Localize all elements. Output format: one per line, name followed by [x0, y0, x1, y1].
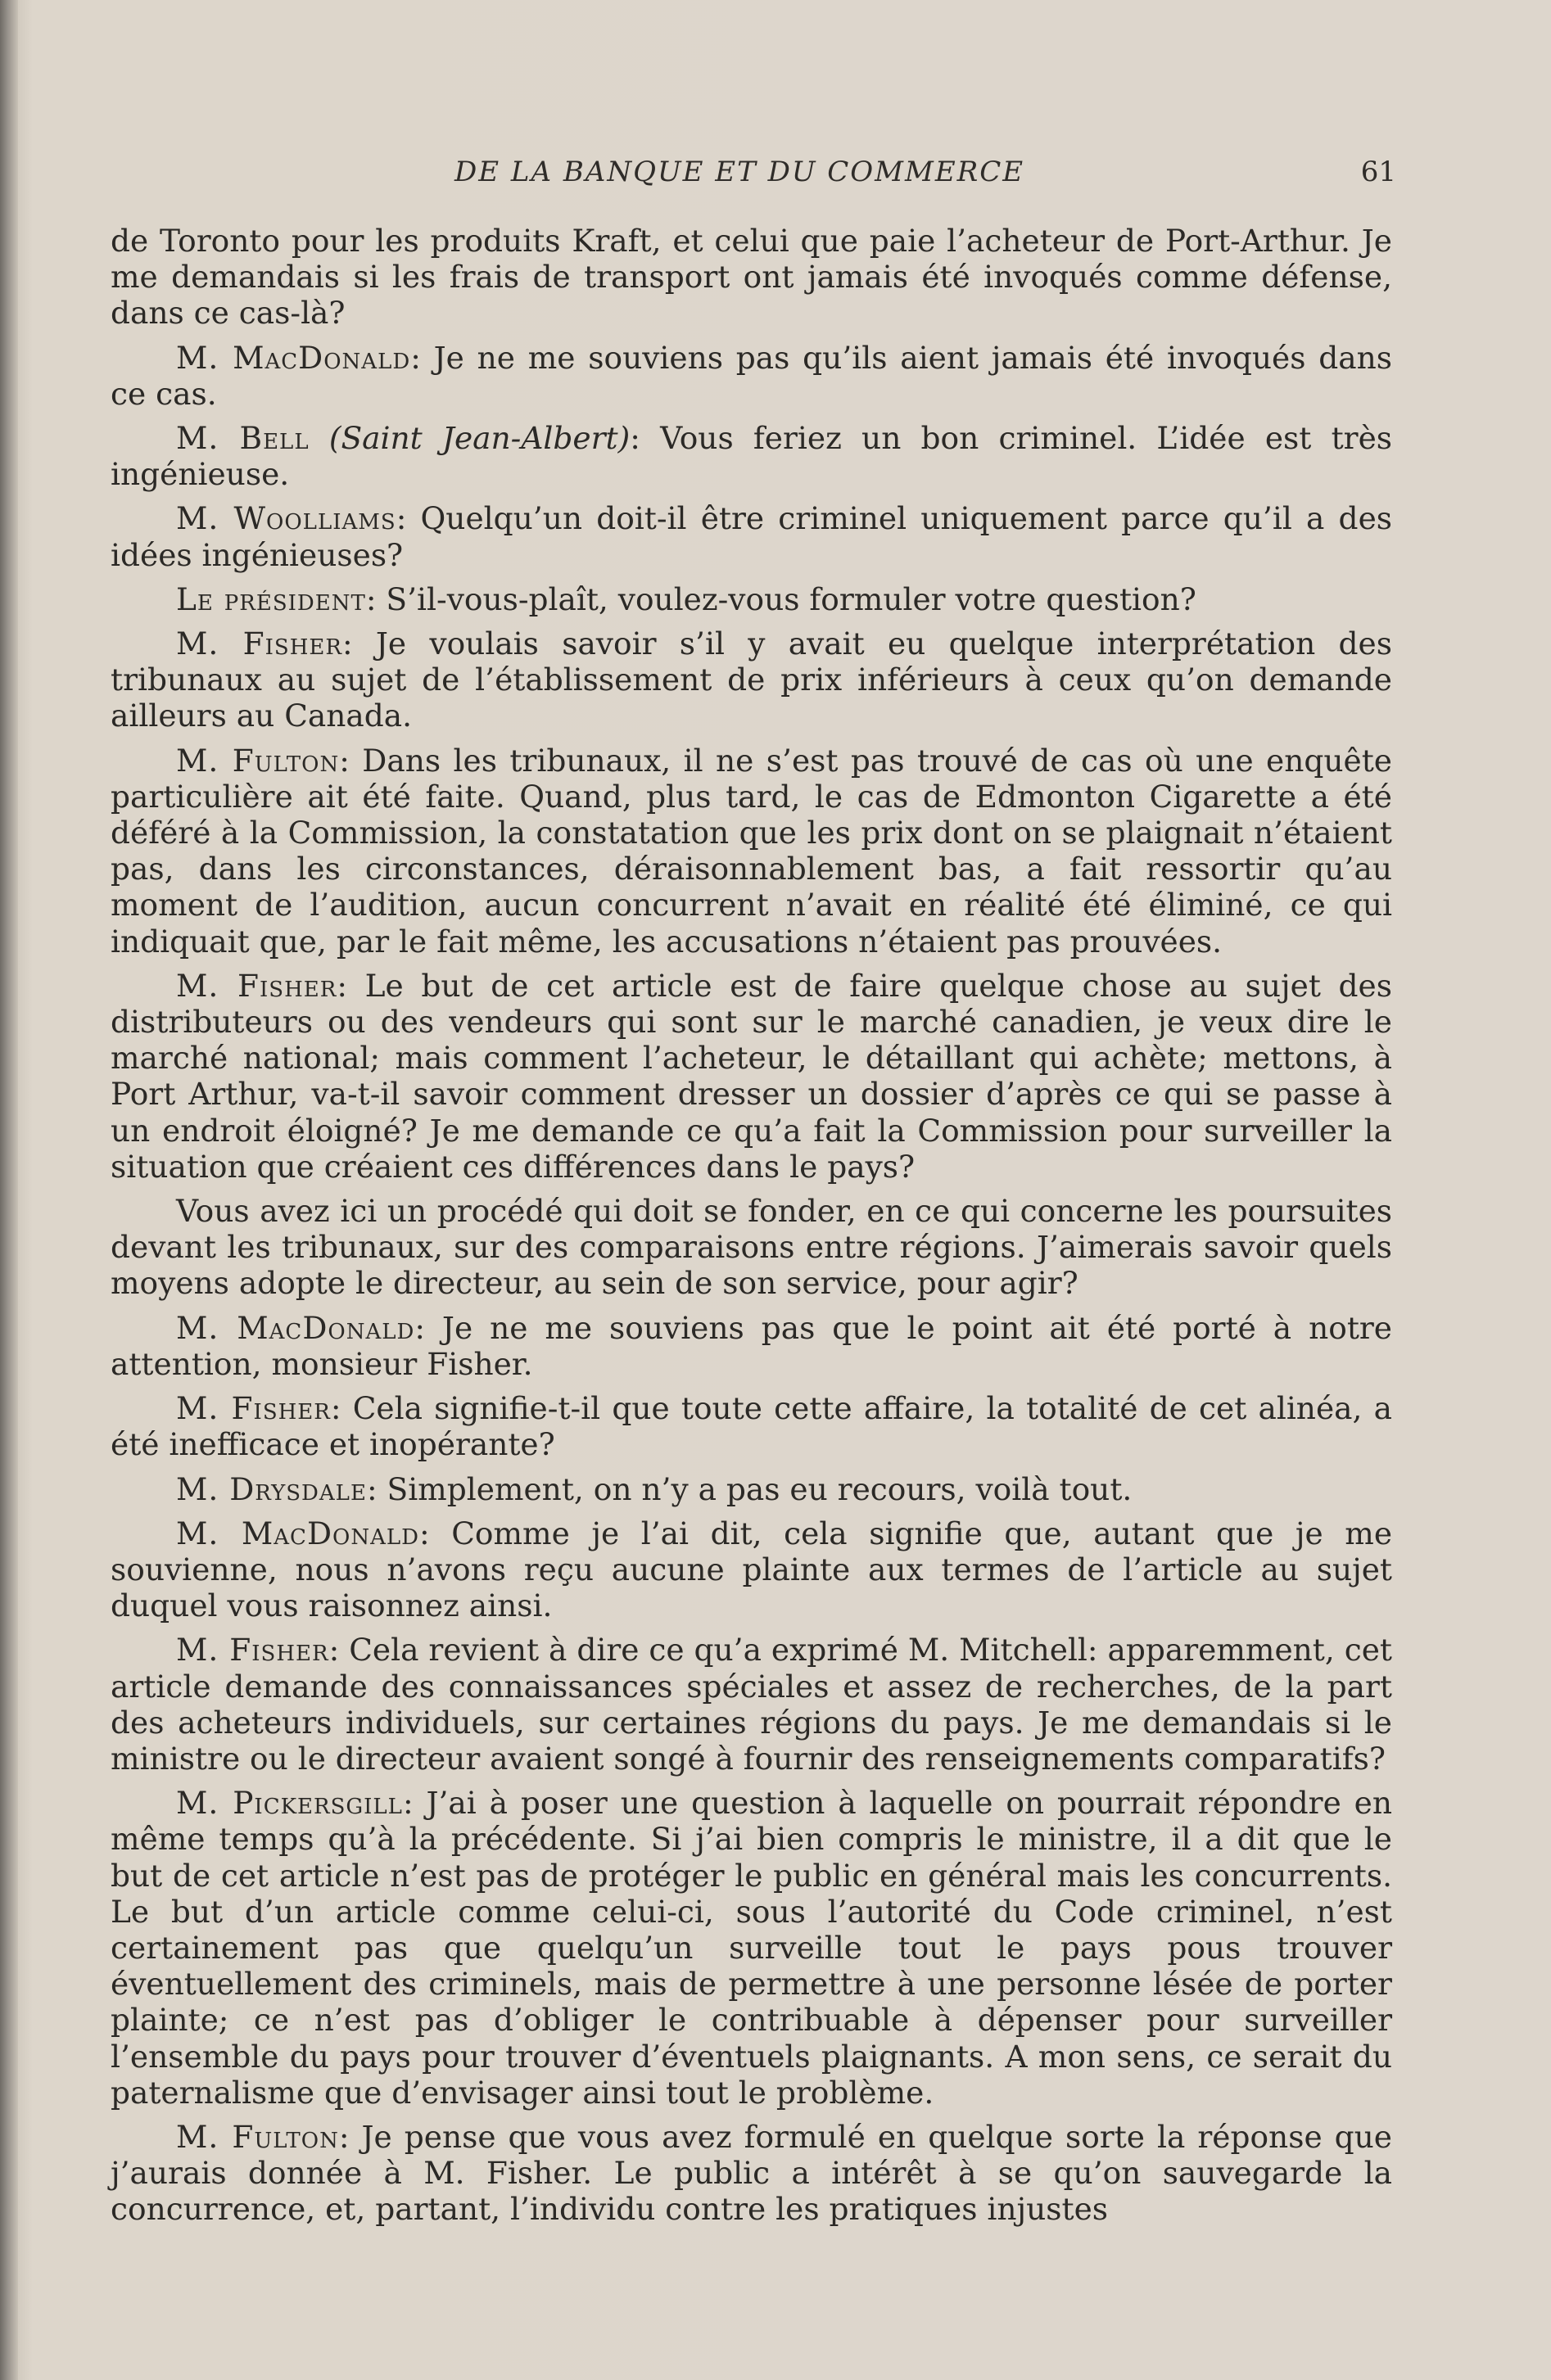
paragraph — [111, 1515, 1392, 1624]
paragraph — [111, 1785, 1392, 2111]
paragraph-text: Je ne me souviens pas que le point ait été porté à notre attention, monsieur Fisher. — [111, 1309, 1393, 1382]
paragraph-text: Cela revient à dire ce qu’a exprimé M. Mitchell: apparemment, cet article demande des connaissances spéciales et assez de recherches, de la part des acheteurs individuels, sur certaines régions du pays. Je me demandais si le ministre ou le directeur avaient songé à fournir des renseignements comparatifs? — [111, 1632, 1392, 1777]
book-spine-shadow — [0, 0, 18, 2380]
paragraph — [111, 625, 1392, 734]
speaker-separator: : — [339, 742, 350, 779]
paragraph — [111, 1193, 1392, 1302]
paragraph — [111, 968, 1392, 1185]
page-body — [111, 223, 1392, 2236]
paragraph — [111, 1632, 1392, 1777]
speaker-separator: : — [366, 1470, 378, 1507]
paragraph-text: Vous avez ici un procédé qui doit se fonder, en ce qui concerne les poursuites devant les tribunaux, sur des comparaisons entre régions. J’aimerais savoir quels moyens adopte le directeur, au sein de son service, pour agir? — [111, 1193, 1392, 1302]
speaker-name: M. Fisher — [176, 967, 337, 1004]
paragraph — [111, 420, 1392, 492]
speaker-separator: : — [328, 1632, 340, 1669]
paragraph — [111, 223, 1392, 332]
speaker-name: M. MacDonald — [176, 1309, 415, 1346]
paragraph-text: Cela signifie-t-il que toute cette affaire, la totalité de cet alinéa, a été inefficace et inopérante? — [111, 1390, 1392, 1463]
paragraph-text: Comme je l’ai dit, cela signifie que, autant que je me souvienne, nous n’avons reçu aucune plainte aux termes de l’article au sujet duquel vous raisonnez ainsi. — [111, 1515, 1393, 1624]
page-header — [111, 156, 1396, 188]
speaker-separator: : — [330, 1390, 341, 1427]
paragraph-text: Simplement, on n’y a pas eu recours, voilà tout. — [387, 1470, 1133, 1507]
speaker-name: M. MacDonald — [176, 1515, 419, 1551]
speaker-separator: : — [337, 967, 347, 1004]
speaker-separator: : — [365, 580, 377, 617]
speaker-separator: : — [410, 339, 421, 376]
paragraph-text: Quelqu’un doit-il être criminel uniquement parce qu’il a des idées ingénieuses? — [111, 500, 1393, 573]
paragraph-text: Le but de cet article est de faire quelque chose au sujet des distributeurs ou des vendeurs qui sont sur le marché canadien, je veux dire le marché national; mais comment l’acheteur, le détaillant qui achète; mettons, à Port Arthur, va-t-il savoir comment dresser un dossier d’après ce qui se passe à un endroit éloigné? Je me demande ce qu’a fait la Commission pour surveiller la situation que créaient ces différences dans le pays? — [111, 967, 1392, 1185]
speaker-name: M. Fisher — [176, 1390, 331, 1427]
speaker-separator: : — [338, 2118, 350, 2155]
paragraph — [111, 340, 1392, 412]
running-title: DE LA BANQUE ET DU COMMERCE — [454, 156, 1025, 188]
paragraph — [111, 2119, 1392, 2228]
speaker-separator: : — [418, 1515, 430, 1551]
paragraph-text: de Toronto pour les produits Kraft, et celui que paie l’acheteur de Port-Arthur. Je me demandais si les frais de transport ont jamais été invoqués comme défense, dans ce cas-là? — [111, 223, 1392, 332]
paragraph-text: Je voulais savoir s’il y avait eu quelque interprétation des tribunaux au sujet de l’établissement de prix inférieurs à ceux qu’on demande ailleurs au Canada. — [111, 625, 1392, 734]
paragraph-text: Je pense que vous avez formulé en quelque sorte la réponse que j’aurais donnée à M. Fisher. Le public a intérêt à se qu’on sauvegarde la concurrence, et, partant, l’individu contre les pratiques injustes — [111, 2118, 1393, 2228]
speaker-name: M. Fisher — [176, 1632, 329, 1669]
speaker-separator: : — [402, 1785, 414, 1822]
paragraph — [111, 1471, 1392, 1507]
speaker-name: M. Drysdale — [176, 1470, 367, 1507]
paragraph — [111, 581, 1392, 617]
speaker-separator: : — [396, 500, 407, 537]
paragraph-text: Vous feriez un bon criminel. L’idée est très ingénieuse. — [111, 420, 1393, 493]
paragraph-text: S’il-vous-plaît, voulez-vous formuler votre question? — [386, 580, 1196, 617]
speaker-separator: : — [341, 625, 353, 662]
paragraph — [111, 1310, 1392, 1382]
speaker-separator: : — [630, 420, 640, 457]
speaker-name: Le président — [176, 580, 366, 617]
paragraph — [111, 743, 1392, 960]
speaker-separator: : — [414, 1309, 425, 1346]
speaker-name: M. Fulton — [176, 2118, 339, 2155]
speaker-name: M. Pickersgill — [176, 1785, 403, 1822]
paragraph-text: J’ai à poser une question à laquelle on pourrait répondre en même temps qu’à la précédente. Si j’ai bien compris le ministre, il a dit que le but de cet article n’est pas de protéger le public en général mais les concurrents. Le but d’un article comme celui-ci, sous l’autorité du Code criminel, n’est certainement pas que quelqu’un surveille tout le pays pous trouver éventuellement des criminels, mais de permettre à une personne lésée de porter plainte; ce n’est pas d’obliger le contribuable à dépenser pour surveiller l’ensemble du pays pour trouver d’éventuels plaignants. A mon sens, ce serait du paternalisme que d’envisager ainsi tout le problème. — [111, 1785, 1392, 2111]
speaker-riding: (Saint Jean-Albert) — [328, 420, 631, 457]
paragraph — [111, 1390, 1392, 1462]
page-number: 61 — [1360, 156, 1396, 188]
speaker-name: M. Fisher — [176, 625, 342, 662]
speaker-name: M. Woolliams — [176, 500, 396, 537]
paragraph-text: Dans les tribunaux, il ne s’est pas trouvé de cas où une enquête particulière ait été faite. Quand, plus tard, le cas de Edmonton Cigarette a été déféré à la Commission, la constatation que les prix dont on se plaignait n’étaient pas, dans les circonstances, déraisonnablement bas, a fait ressortir qu’au moment de l’audition, aucun concurrent n’avait en réalité été éliminé, ce qui indiquait que, par le fait même, les accusations n’étaient pas prouvées. — [111, 742, 1393, 960]
speaker-name: M. MacDonald — [176, 339, 411, 376]
paragraph — [111, 500, 1392, 572]
speaker-name: M. Fulton — [176, 742, 340, 779]
speaker-name: M. Bell — [176, 420, 310, 457]
paragraph-text: Je ne me souviens pas qu’ils aient jamais été invoqués dans ce cas. — [111, 339, 1392, 412]
